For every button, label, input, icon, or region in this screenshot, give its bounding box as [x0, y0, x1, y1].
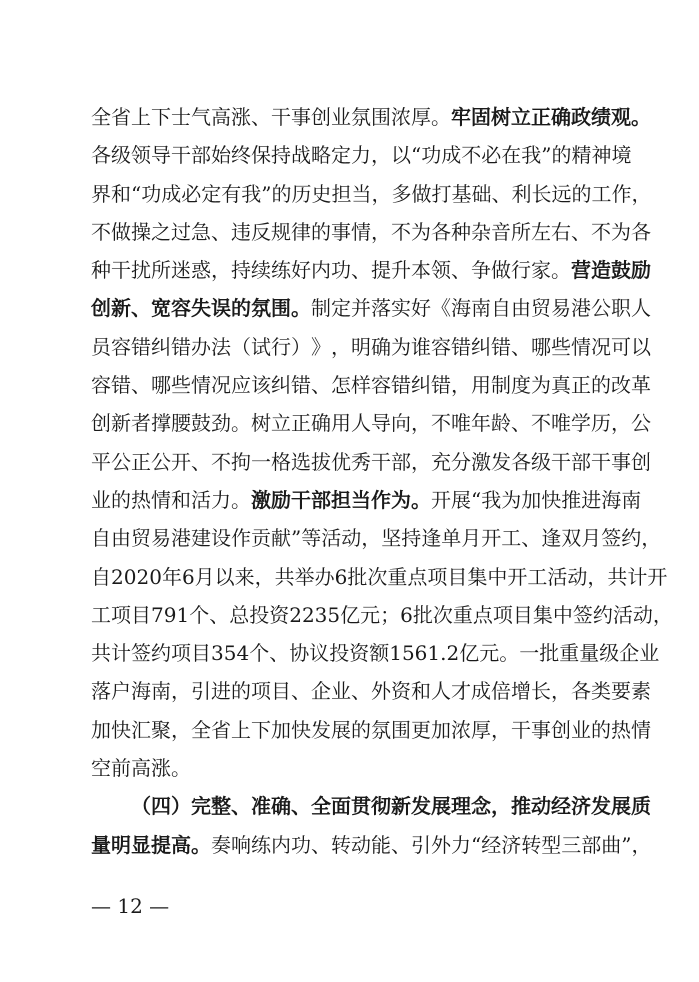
text-line: 界 和 “ 功 成 必 定 有 我 ” 的 历 史 担 当 ， 多 做 打 基 础 、 利 长 远 的 工 作 ， [91, 181, 652, 206]
text-line: 平 公 正 公 开 、 不 拘 一 格 选 拔 优 秀 干 部 ， 充 分 激 发 各 级 干 部 干 事 创 [91, 449, 651, 474]
text-line: （ 四 ） 完 整 、 准 确 、 全 面 贯 彻 新 发 展 理 念 ， 推 动 经 济 发 展 质 [131, 794, 651, 819]
text-line: 空 前 高 涨 。 [91, 756, 191, 781]
text-line: 员 容 错 纠 错 办 法 （ 试 行 ） 》 ， 明 确 为 谁 容 错 纠 错 、 哪 些 情 况 可 以 [91, 334, 651, 359]
page-number: — 12 — [91, 894, 170, 918]
text-line: 创 新 者 撑 腰 鼓 劲 。 树 立 正 确 用 人 导 向 ， 不 唯 年 龄 、 不 唯 学 历 ， 公 [91, 411, 651, 436]
text-line: 共 计 签 约 项 目 3 5 4 个 、 协 议 投 资 额 1 5 6 1 . 2 亿 元 。 一 批 重 量 级 企 业 [91, 641, 660, 666]
text-line: 自 2 0 2 0 年 6 月 以 来 ， 共 举 办 6 批 次 重 点 项 目 集 中 开 工 活 动 ， 共 计 开 [91, 564, 668, 589]
text-line: 工 项 目 7 9 1 个 、 总 投 资 2 2 3 5 亿 元 ； 6 批 次 重 点 项 目 集 中 签 约 活 动 ， [91, 602, 673, 627]
text-line: 种 干 扰 所 迷 惑 ， 持 续 练 好 内 功 、 提 升 本 领 、 争 做 行 家 。 营 造 鼓 励 [91, 258, 651, 283]
text-line: 加 快 汇 聚 ， 全 省 上 下 加 快 发 展 的 氛 围 更 加 浓 厚 ， 干 事 创 业 的 热 情 [91, 717, 651, 742]
text-line: 量 明 显 提 高 。 奏 响 练 内 功 、 转 动 能 、 引 外 力 “ 经 济 转 型 三 部 曲 ” ， [91, 832, 652, 857]
text-line: 容 错 、 哪 些 情 况 应 该 纠 错 、 怎 样 容 错 纠 错 ， 用 制 度 为 真 正 的 改 革 [91, 373, 651, 398]
text-line: 落 户 海 南 ， 引 进 的 项 目 、 企 业 、 外 资 和 人 才 成 倍 增 长 ， 各 类 要 素 [91, 679, 651, 704]
text-line: 业 的 热 情 和 活 力 。 激 励 干 部 担 当 作 为 。 开 展 “ 我 为 加 快 推 进 海 南 [91, 487, 642, 512]
text-line: 各 级 领 导 干 部 始 终 保 持 战 略 定 力 ， 以 “ 功 成 不 必 在 我 ” 的 精 神 境 [91, 143, 632, 168]
text-line: 创 新 、 宽 容 失 误 的 氛 围 。 制 定 并 落 实 好 《 海 南 自 由 贸 易 港 公 职 人 [91, 296, 651, 321]
text-line: 自 由 贸 易 港 建 设 作 贡 献 ” 等 活 动 ， 坚 持 逢 单 月 开 工 、 逢 双 月 签 约 ， [91, 526, 662, 551]
text-line: 不 做 操 之 过 急 、 违 反 规 律 的 事 情 ， 不 为 各 种 杂 音 所 左 右 、 不 为 各 [91, 219, 651, 244]
document-body [91, 102, 673, 868]
text-line: 全 省 上 下 士 气 高 涨 、 干 事 创 业 氛 围 浓 厚 。 牢 固 树 立 正 确 政 绩 观 。 [91, 105, 651, 129]
